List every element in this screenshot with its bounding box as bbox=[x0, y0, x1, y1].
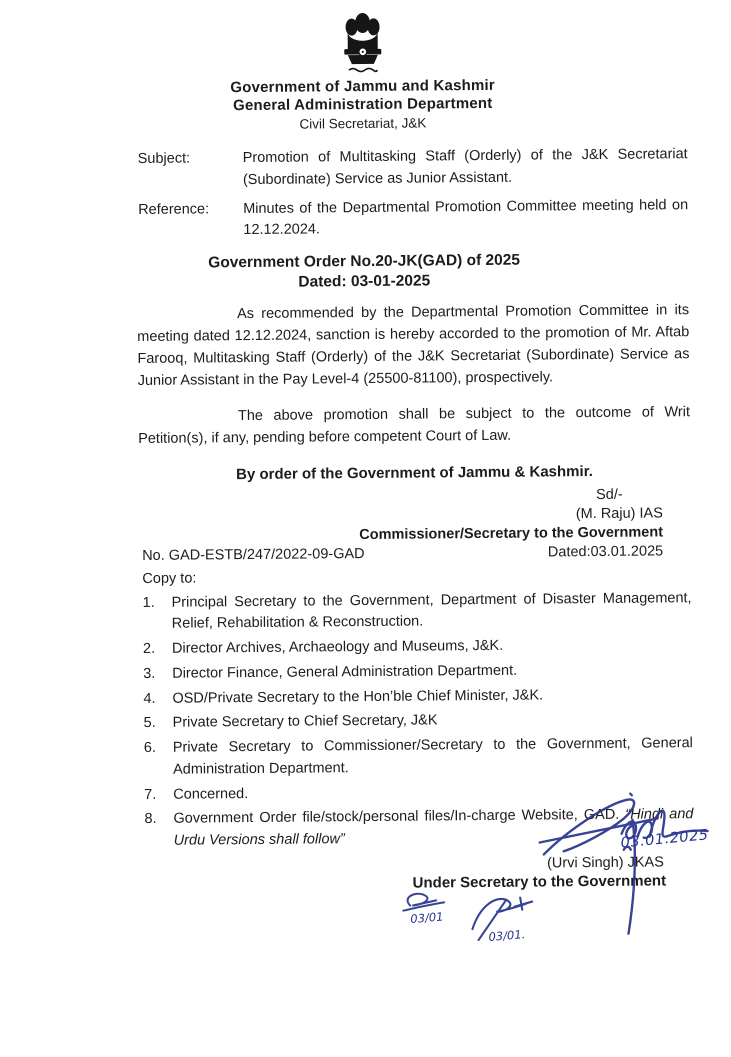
scanned-government-order-page bbox=[0, 7, 731, 1037]
item-number: 2. bbox=[142, 640, 156, 657]
signatory-name: (M. Raju) IAS bbox=[575, 505, 663, 523]
file-number-row bbox=[142, 542, 663, 565]
item-text: Director Archives, Archaeology and Museums, J&K. bbox=[171, 637, 504, 657]
copy-to-item bbox=[144, 708, 693, 735]
initials-date: 03/01. bbox=[487, 926, 526, 944]
by-order-line: By order of the Government of Jammu & Kashmir. bbox=[236, 462, 593, 484]
copy-to-item bbox=[143, 588, 692, 636]
dated-line: Dated:03.01.2025 bbox=[547, 543, 664, 561]
copy-to-item bbox=[143, 634, 692, 661]
letterhead-department-name: General Administration Department bbox=[232, 95, 493, 115]
item-number: 6. bbox=[143, 739, 157, 756]
item-text: Principal Secretary to the Government, Department of Disaster Management, Relief, Rehabilitation & Reconstruction. bbox=[171, 589, 692, 632]
letterhead bbox=[0, 7, 728, 136]
letterhead-secretariat: Civil Secretariat, J&K bbox=[299, 115, 427, 132]
sd-line: Sd/- bbox=[596, 487, 623, 504]
item-text: Government Order file/stock/personal files/In-charge Website, GAD. bbox=[173, 807, 620, 827]
ashoka-emblem-icon bbox=[338, 10, 387, 76]
clerk-initials-1 bbox=[398, 889, 450, 927]
subject-label: Subject: bbox=[137, 150, 191, 168]
copy-to-item bbox=[144, 733, 693, 781]
item-number: 8. bbox=[144, 811, 157, 828]
file-number: No. GAD-ESTB/247/2022-09-GAD bbox=[142, 545, 365, 564]
handwritten-date: 03.01.2025 bbox=[620, 827, 710, 852]
signatory-designation: Commissioner/Secretary to the Government bbox=[359, 524, 664, 544]
under-secretary-signature-icon bbox=[535, 791, 731, 953]
order-date: Dated: 03-01-2025 bbox=[298, 272, 431, 291]
item-text: Private Secretary to Commissioner/Secretary to the Government, General Administration Department. bbox=[172, 735, 693, 778]
body-paragraph-1: As recommended by the Departmental Promotion Committee in its meeting dated 12.12.2024, sanction is hereby accorded to the promotion of Mr. Aftab Farooq, Multitasking Staff (Orderly) of the J&K Secretariat (Subordinate) Service as Junior Assistant in the Pay Level-4 (25500-81100), prospectively. bbox=[137, 302, 690, 389]
endorsement-name: (Urvi Singh) JKAS bbox=[546, 854, 664, 872]
body-paragraph-2: The above promotion shall be subject to the outcome of Writ Petition(s), if any, pending before competent Court of Law. bbox=[138, 404, 691, 448]
reference-row bbox=[138, 195, 688, 243]
item-number: 4. bbox=[143, 690, 156, 707]
item-text: Private Secretary to Chief Secretary, J&K bbox=[172, 712, 438, 731]
item-number: 1. bbox=[142, 594, 155, 611]
item-number: 3. bbox=[143, 665, 156, 682]
endorsement-designation: Under Secretary to the Government bbox=[412, 872, 667, 892]
copy-to-item bbox=[143, 684, 692, 711]
item-number: 7. bbox=[144, 786, 157, 803]
copy-to-item bbox=[143, 659, 692, 686]
item-text: Director Finance, General Administration Department. bbox=[172, 662, 518, 682]
initials-date: 03/01 bbox=[409, 909, 444, 926]
letterhead-government-name: Government of Jammu and Kashmir bbox=[230, 76, 495, 97]
order-title bbox=[0, 249, 730, 296]
hindi-urdu-note: “Hindi and Urdu Versions shall follow” bbox=[173, 806, 694, 849]
subject-row bbox=[138, 144, 688, 192]
subject-text: Promotion of Multitasking Staff (Orderly) of the J&K Secretariat (Subordinate) Service as Junior Assistant. bbox=[242, 146, 688, 188]
order-number: Government Order No.20-JK(GAD) of 2025 bbox=[208, 251, 521, 272]
reference-text: Minutes of the Departmental Promotion Committee meeting held on 12.12.2024. bbox=[243, 196, 689, 239]
reference-label: Reference: bbox=[138, 200, 210, 218]
item-text: Concerned. bbox=[173, 785, 249, 803]
item-number: 5. bbox=[143, 715, 156, 732]
copy-to-label: Copy to: bbox=[142, 570, 197, 587]
item-text: OSD/Private Secretary to the Hon’ble Chief Minister, J&K. bbox=[172, 687, 544, 707]
clerk-initials-2 bbox=[462, 892, 546, 944]
signatory-block bbox=[1, 486, 663, 548]
